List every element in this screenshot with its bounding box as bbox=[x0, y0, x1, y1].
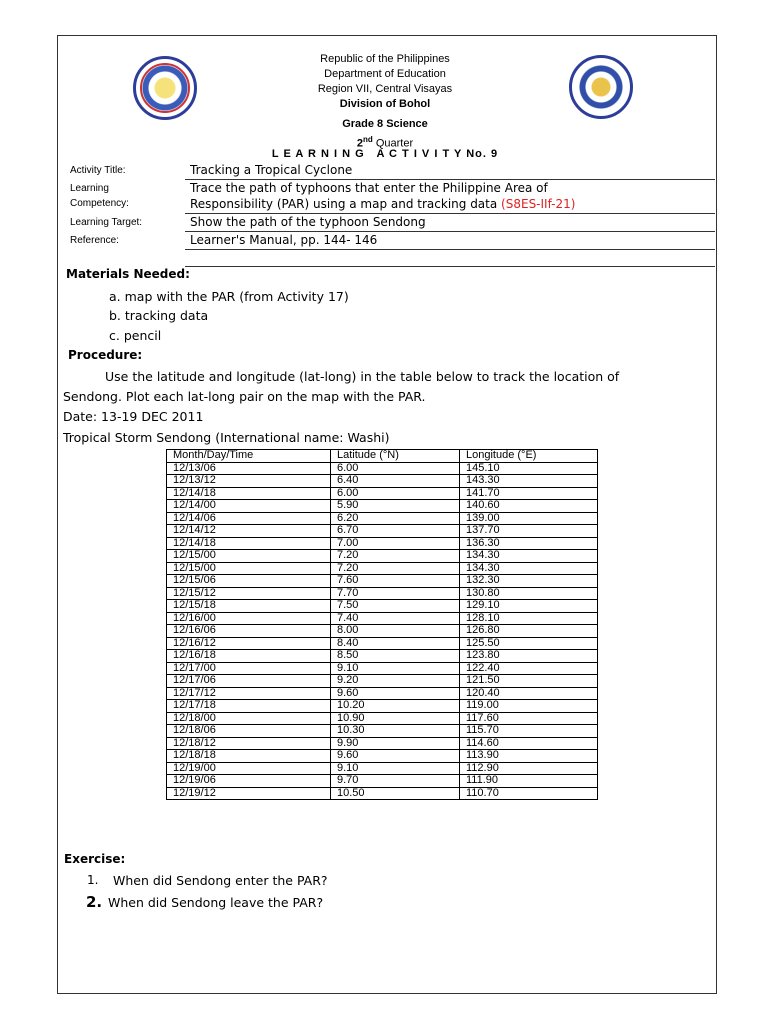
latitude-cell: 7.00 bbox=[331, 537, 460, 550]
table-row bbox=[167, 537, 598, 550]
datetime-cell: 12/14/12 bbox=[167, 525, 331, 538]
longitude-cell: 132.30 bbox=[460, 575, 598, 588]
table-row bbox=[167, 575, 598, 588]
date-line: Date: 13-19 DEC 2011 bbox=[63, 409, 204, 424]
tracking-table bbox=[166, 449, 598, 800]
latitude-cell: 8.40 bbox=[331, 637, 460, 650]
longitude-cell: 110.70 bbox=[460, 787, 598, 800]
storm-name: Tropical Storm Sendong (International name: Washi) bbox=[63, 430, 390, 445]
divider bbox=[185, 266, 715, 267]
longitude-cell: 137.70 bbox=[460, 525, 598, 538]
header-region: Region VII, Central Visayas bbox=[317, 83, 453, 95]
datetime-cell: 12/18/12 bbox=[167, 737, 331, 750]
longitude-cell: 143.30 bbox=[460, 475, 598, 488]
longitude-cell: 145.10 bbox=[460, 462, 598, 475]
material-item: c. pencil bbox=[109, 328, 162, 343]
table-row bbox=[167, 462, 598, 475]
latitude-cell: 7.70 bbox=[331, 587, 460, 600]
datetime-cell: 12/16/12 bbox=[167, 637, 331, 650]
datetime-cell: 12/14/00 bbox=[167, 500, 331, 513]
datetime-cell: 12/17/18 bbox=[167, 700, 331, 713]
procedure-line-1: Use the latitude and longitude (lat-long) in the table below to track the location of bbox=[105, 369, 620, 384]
table-row bbox=[167, 550, 598, 563]
datetime-cell: 12/19/06 bbox=[167, 775, 331, 788]
latitude-cell: 7.40 bbox=[331, 612, 460, 625]
quarter-suffix: nd bbox=[362, 135, 373, 144]
datetime-cell: 12/14/18 bbox=[167, 487, 331, 500]
reference-label: Reference: bbox=[70, 235, 119, 246]
table-row bbox=[167, 500, 598, 513]
competency-text: Responsibility (PAR) using a map and tracking data bbox=[190, 197, 498, 211]
competency-label-1: Learning bbox=[70, 183, 109, 194]
material-item: a. map with the PAR (from Activity 17) bbox=[109, 289, 349, 304]
header-republic: Republic of the Philippines bbox=[320, 53, 450, 65]
latitude-cell: 7.60 bbox=[331, 575, 460, 588]
longitude-cell: 112.90 bbox=[460, 762, 598, 775]
table-row bbox=[167, 612, 598, 625]
longitude-cell: 140.60 bbox=[460, 500, 598, 513]
activity-number: L E A R N I N G A C T I V I T Y No. 9 bbox=[271, 148, 499, 160]
question-1-number: 1. bbox=[87, 873, 99, 887]
deped-seal-logo bbox=[133, 56, 197, 120]
datetime-cell: 12/13/06 bbox=[167, 462, 331, 475]
longitude-cell: 139.00 bbox=[460, 512, 598, 525]
table-row bbox=[167, 662, 598, 675]
competency-line-2 bbox=[190, 197, 575, 211]
procedure-heading: Procedure: bbox=[68, 348, 143, 362]
longitude-cell: 136.30 bbox=[460, 537, 598, 550]
question-1: When did Sendong enter the PAR? bbox=[113, 873, 328, 888]
latitude-cell: 6.20 bbox=[331, 512, 460, 525]
latitude-cell: 5.90 bbox=[331, 500, 460, 513]
table-row bbox=[167, 562, 598, 575]
latitude-cell: 10.50 bbox=[331, 787, 460, 800]
datetime-cell: 12/15/06 bbox=[167, 575, 331, 588]
header-longitude: Longitude (°E) bbox=[460, 450, 598, 463]
procedure-line-2: Sendong. Plot each lat-long pair on the map with the PAR. bbox=[63, 389, 426, 404]
latitude-cell: 6.00 bbox=[331, 487, 460, 500]
datetime-cell: 12/15/18 bbox=[167, 600, 331, 613]
kagawaran-seal-logo bbox=[569, 55, 633, 119]
table-row bbox=[167, 625, 598, 638]
table-row bbox=[167, 700, 598, 713]
datetime-cell: 12/15/00 bbox=[167, 550, 331, 563]
datetime-cell: 12/14/06 bbox=[167, 512, 331, 525]
datetime-cell: 12/19/12 bbox=[167, 787, 331, 800]
longitude-cell: 120.40 bbox=[460, 687, 598, 700]
latitude-cell: 9.10 bbox=[331, 762, 460, 775]
header-datetime: Month/Day/Time bbox=[167, 450, 331, 463]
datetime-cell: 12/18/00 bbox=[167, 712, 331, 725]
quarter-number: 2 bbox=[356, 137, 363, 150]
divider bbox=[185, 213, 715, 214]
title-label: Activity Title: bbox=[70, 165, 126, 176]
latitude-cell: 10.90 bbox=[331, 712, 460, 725]
latitude-cell: 7.20 bbox=[331, 562, 460, 575]
datetime-cell: 12/17/06 bbox=[167, 675, 331, 688]
longitude-cell: 122.40 bbox=[460, 662, 598, 675]
latitude-cell: 9.10 bbox=[331, 662, 460, 675]
longitude-cell: 128.10 bbox=[460, 612, 598, 625]
question-2: When did Sendong leave the PAR? bbox=[108, 895, 324, 910]
latitude-cell: 9.60 bbox=[331, 750, 460, 763]
table-row bbox=[167, 725, 598, 738]
longitude-cell: 129.10 bbox=[460, 600, 598, 613]
question-2-number: 2. bbox=[86, 893, 103, 911]
latitude-cell: 9.20 bbox=[331, 675, 460, 688]
longitude-cell: 134.30 bbox=[460, 550, 598, 563]
latitude-cell: 7.20 bbox=[331, 550, 460, 563]
latitude-cell: 8.50 bbox=[331, 650, 460, 663]
longitude-cell: 130.80 bbox=[460, 587, 598, 600]
header-latitude: Latitude (°N) bbox=[331, 450, 460, 463]
material-item: b. tracking data bbox=[109, 308, 209, 323]
quarter-word: Quarter bbox=[372, 137, 414, 150]
table-row bbox=[167, 487, 598, 500]
divider bbox=[185, 249, 715, 250]
table-row bbox=[167, 737, 598, 750]
table-row bbox=[167, 650, 598, 663]
table-row bbox=[167, 712, 598, 725]
latitude-cell: 6.00 bbox=[331, 462, 460, 475]
latitude-cell: 7.50 bbox=[331, 600, 460, 613]
longitude-cell: 114.60 bbox=[460, 737, 598, 750]
latitude-cell: 9.60 bbox=[331, 687, 460, 700]
datetime-cell: 12/17/00 bbox=[167, 662, 331, 675]
longitude-cell: 115.70 bbox=[460, 725, 598, 738]
longitude-cell: 134.30 bbox=[460, 562, 598, 575]
competency-line-1: Trace the path of typhoons that enter the Philippine Area of bbox=[190, 181, 548, 195]
latitude-cell: 8.00 bbox=[331, 625, 460, 638]
competency-label-2: Competency: bbox=[70, 198, 129, 209]
datetime-cell: 12/14/18 bbox=[167, 537, 331, 550]
reference-value: Learner's Manual, pp. 144- 146 bbox=[190, 233, 378, 247]
datetime-cell: 12/18/06 bbox=[167, 725, 331, 738]
longitude-cell: 126.80 bbox=[460, 625, 598, 638]
table-row bbox=[167, 637, 598, 650]
table-row bbox=[167, 525, 598, 538]
table-row bbox=[167, 762, 598, 775]
target-label: Learning Target: bbox=[70, 217, 143, 228]
table-row bbox=[167, 475, 598, 488]
table-row bbox=[167, 787, 598, 800]
table-row bbox=[167, 675, 598, 688]
longitude-cell: 113.90 bbox=[460, 750, 598, 763]
datetime-cell: 12/16/00 bbox=[167, 612, 331, 625]
divider bbox=[185, 179, 715, 180]
longitude-cell: 121.50 bbox=[460, 675, 598, 688]
datetime-cell: 12/17/12 bbox=[167, 687, 331, 700]
latitude-cell: 10.20 bbox=[331, 700, 460, 713]
datetime-cell: 12/19/00 bbox=[167, 762, 331, 775]
table-row bbox=[167, 600, 598, 613]
table-row bbox=[167, 512, 598, 525]
title-value: Tracking a Tropical Cyclone bbox=[190, 163, 353, 177]
header-department: Department of Education bbox=[324, 68, 446, 80]
header-division: Division of Bohol bbox=[339, 98, 431, 110]
longitude-cell: 141.70 bbox=[460, 487, 598, 500]
longitude-cell: 119.00 bbox=[460, 700, 598, 713]
datetime-cell: 12/16/18 bbox=[167, 650, 331, 663]
longitude-cell: 125.50 bbox=[460, 637, 598, 650]
longitude-cell: 111.90 bbox=[460, 775, 598, 788]
competency-code: (S8ES-IIf-21) bbox=[501, 197, 576, 211]
table-row bbox=[167, 587, 598, 600]
latitude-cell: 6.70 bbox=[331, 525, 460, 538]
table-row bbox=[167, 775, 598, 788]
datetime-cell: 12/13/12 bbox=[167, 475, 331, 488]
table-row bbox=[167, 750, 598, 763]
divider bbox=[185, 231, 715, 232]
datetime-cell: 12/16/06 bbox=[167, 625, 331, 638]
datetime-cell: 12/15/12 bbox=[167, 587, 331, 600]
latitude-cell: 10.30 bbox=[331, 725, 460, 738]
exercise-heading: Exercise: bbox=[64, 852, 126, 866]
longitude-cell: 123.80 bbox=[460, 650, 598, 663]
target-value: Show the path of the typhoon Sendong bbox=[190, 215, 426, 229]
latitude-cell: 9.90 bbox=[331, 737, 460, 750]
materials-heading: Materials Needed: bbox=[66, 267, 190, 281]
latitude-cell: 6.40 bbox=[331, 475, 460, 488]
table-row bbox=[167, 687, 598, 700]
table-header-row bbox=[167, 450, 598, 463]
header-grade: Grade 8 Science bbox=[342, 118, 428, 130]
datetime-cell: 12/18/18 bbox=[167, 750, 331, 763]
latitude-cell: 9.70 bbox=[331, 775, 460, 788]
longitude-cell: 117.60 bbox=[460, 712, 598, 725]
datetime-cell: 12/15/00 bbox=[167, 562, 331, 575]
